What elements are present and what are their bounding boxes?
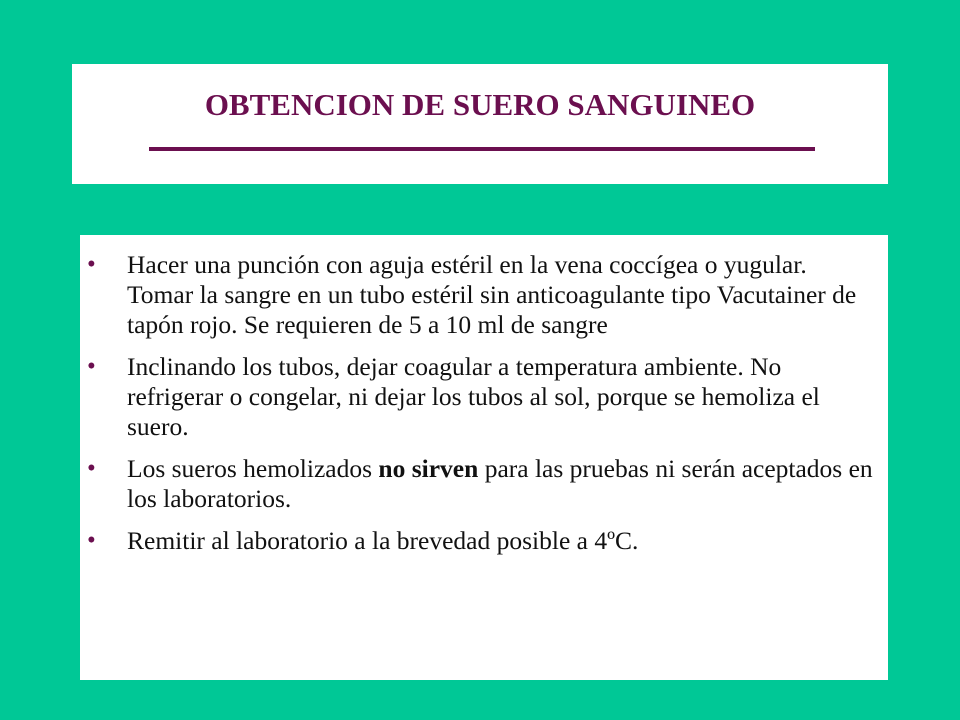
title-panel: [72, 64, 888, 184]
bullet-icon: •: [87, 455, 96, 482]
content-panel: [80, 235, 888, 680]
bullet-list: [80, 250, 888, 568]
bullet-icon: •: [87, 353, 96, 380]
bullet-icon: •: [87, 527, 96, 554]
bullet-item-3: [80, 454, 888, 514]
slide-title: OBTENCION DE SUERO SANGUINEO: [204, 87, 756, 122]
bullet-item-4: [80, 526, 888, 556]
bullet-text-post: para las pruebas ni serán aceptados en los laboratorios.: [127, 454, 873, 513]
bullet-item-1: [80, 250, 888, 340]
bullet-text: Hacer una punción con aguja estéril en la vena coccígea o yugular. Tomar la sangre en un tubo estéril sin anticoagulante tipo Vacutainer de tapón rojo. Se requieren de 5 a 10 ml de sangre: [127, 250, 857, 339]
title-underline: [149, 147, 815, 151]
bullet-item-2: [80, 352, 888, 442]
bullet-text: Remitir al laboratorio a la brevedad posible a 4ºC.: [127, 526, 639, 555]
bullet-text: Inclinando los tubos, dejar coagular a temperatura ambiente. No refrigerar o congelar, ni dejar los tubos al sol, porque se hemoliza el suero.: [127, 352, 820, 441]
bullet-text-pre: Los sueros hemolizados: [127, 454, 379, 483]
bullet-text-emphasis: no sirven: [378, 454, 479, 483]
bullet-icon: •: [87, 251, 96, 278]
